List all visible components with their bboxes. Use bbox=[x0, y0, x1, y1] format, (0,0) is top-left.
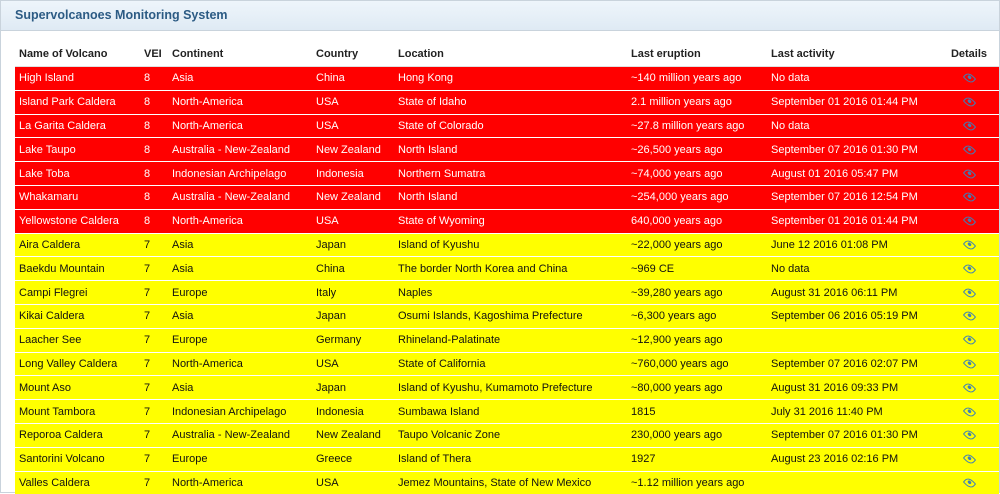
cell-last-eruption: ~74,000 years ago bbox=[627, 162, 767, 186]
cell-vei: 8 bbox=[140, 90, 168, 114]
cell-last-eruption: ~969 CE bbox=[627, 257, 767, 281]
cell-location: Sumbawa Island bbox=[394, 400, 627, 424]
cell-name: Santorini Volcano bbox=[15, 447, 140, 471]
cell-name: Yellowstone Caldera bbox=[15, 209, 140, 233]
col-header-last-activity[interactable]: Last activity bbox=[767, 41, 939, 67]
cell-location: Island of Kyushu, Kumamoto Prefecture bbox=[394, 376, 627, 400]
cell-continent: North-America bbox=[168, 471, 312, 494]
cell-country: USA bbox=[312, 209, 394, 233]
details-cell bbox=[939, 447, 999, 471]
cell-last-activity: No data bbox=[767, 114, 939, 138]
cell-continent: Australia - New-Zealand bbox=[168, 185, 312, 209]
details-cell bbox=[939, 423, 999, 447]
cell-last-activity: September 01 2016 01:44 PM bbox=[767, 90, 939, 114]
cell-last-activity: No data bbox=[767, 257, 939, 281]
cell-last-eruption: ~254,000 years ago bbox=[627, 185, 767, 209]
cell-last-activity bbox=[767, 471, 939, 494]
details-cell bbox=[939, 304, 999, 328]
table-row bbox=[15, 304, 999, 328]
details-cell bbox=[939, 162, 999, 186]
cell-vei: 8 bbox=[140, 209, 168, 233]
cell-location: North Island bbox=[394, 138, 627, 162]
cell-location: The border North Korea and China bbox=[394, 257, 627, 281]
eye-icon[interactable] bbox=[962, 191, 975, 204]
cell-location: Osumi Islands, Kagoshima Prefecture bbox=[394, 304, 627, 328]
cell-country: Greece bbox=[312, 447, 394, 471]
details-cell bbox=[939, 281, 999, 305]
cell-country: Japan bbox=[312, 233, 394, 257]
cell-vei: 8 bbox=[140, 114, 168, 138]
page-title: Supervolcanoes Monitoring System bbox=[1, 1, 999, 31]
details-cell bbox=[939, 376, 999, 400]
eye-icon[interactable] bbox=[962, 310, 975, 323]
cell-name: Mount Aso bbox=[15, 376, 140, 400]
cell-last-activity: August 23 2016 02:16 PM bbox=[767, 447, 939, 471]
cell-continent: North-America bbox=[168, 114, 312, 138]
table-header-row bbox=[15, 41, 999, 67]
table-row bbox=[15, 281, 999, 305]
cell-name: Reporoa Caldera bbox=[15, 423, 140, 447]
cell-name: Whakamaru bbox=[15, 185, 140, 209]
table-row bbox=[15, 209, 999, 233]
col-header-name[interactable]: Name of Volcano bbox=[15, 41, 140, 67]
cell-last-eruption: ~22,000 years ago bbox=[627, 233, 767, 257]
cell-name: Aira Caldera bbox=[15, 233, 140, 257]
col-header-country[interactable]: Country bbox=[312, 41, 394, 67]
eye-icon[interactable] bbox=[962, 262, 975, 275]
details-cell bbox=[939, 233, 999, 257]
cell-country: Italy bbox=[312, 281, 394, 305]
details-cell bbox=[939, 67, 999, 91]
cell-last-eruption: 1927 bbox=[627, 447, 767, 471]
cell-last-activity: June 12 2016 01:08 PM bbox=[767, 233, 939, 257]
cell-last-activity: September 01 2016 01:44 PM bbox=[767, 209, 939, 233]
cell-vei: 8 bbox=[140, 67, 168, 91]
eye-icon[interactable] bbox=[962, 334, 975, 347]
cell-location: Hong Kong bbox=[394, 67, 627, 91]
table-row bbox=[15, 423, 999, 447]
cell-country: China bbox=[312, 67, 394, 91]
details-cell bbox=[939, 400, 999, 424]
cell-location: State of Idaho bbox=[394, 90, 627, 114]
cell-continent: Asia bbox=[168, 257, 312, 281]
table-row bbox=[15, 376, 999, 400]
details-cell bbox=[939, 257, 999, 281]
cell-country: USA bbox=[312, 352, 394, 376]
cell-location: State of Wyoming bbox=[394, 209, 627, 233]
cell-last-eruption: 640,000 years ago bbox=[627, 209, 767, 233]
cell-continent: Australia - New-Zealand bbox=[168, 423, 312, 447]
cell-country: Germany bbox=[312, 328, 394, 352]
cell-last-eruption: ~6,300 years ago bbox=[627, 304, 767, 328]
details-cell bbox=[939, 328, 999, 352]
cell-country: Indonesia bbox=[312, 400, 394, 424]
table-row bbox=[15, 471, 999, 494]
cell-name: High Island bbox=[15, 67, 140, 91]
table-row bbox=[15, 162, 999, 186]
cell-last-eruption: ~39,280 years ago bbox=[627, 281, 767, 305]
cell-country: China bbox=[312, 257, 394, 281]
cell-continent: North-America bbox=[168, 90, 312, 114]
cell-name: Kikai Caldera bbox=[15, 304, 140, 328]
cell-last-activity bbox=[767, 328, 939, 352]
cell-last-eruption: ~1.12 million years ago bbox=[627, 471, 767, 494]
cell-continent: Asia bbox=[168, 376, 312, 400]
table-row bbox=[15, 233, 999, 257]
details-cell bbox=[939, 209, 999, 233]
eye-icon[interactable] bbox=[962, 476, 975, 489]
cell-vei: 7 bbox=[140, 400, 168, 424]
cell-name: Baekdu Mountain bbox=[15, 257, 140, 281]
eye-icon[interactable] bbox=[962, 215, 975, 228]
cell-last-eruption: ~80,000 years ago bbox=[627, 376, 767, 400]
cell-vei: 7 bbox=[140, 352, 168, 376]
cell-last-eruption: 230,000 years ago bbox=[627, 423, 767, 447]
cell-continent: Europe bbox=[168, 328, 312, 352]
cell-country: USA bbox=[312, 114, 394, 138]
cell-name: Valles Caldera bbox=[15, 471, 140, 494]
cell-name: Island Park Caldera bbox=[15, 90, 140, 114]
cell-vei: 7 bbox=[140, 257, 168, 281]
col-header-last-eruption[interactable]: Last eruption bbox=[627, 41, 767, 67]
details-cell bbox=[939, 138, 999, 162]
col-header-vei[interactable]: VEI bbox=[140, 41, 168, 67]
cell-last-eruption: ~140 million years ago bbox=[627, 67, 767, 91]
eye-icon[interactable] bbox=[962, 357, 975, 370]
cell-country: Indonesia bbox=[312, 162, 394, 186]
col-header-details: Details bbox=[939, 41, 999, 67]
cell-country: Japan bbox=[312, 376, 394, 400]
cell-last-activity: September 07 2016 12:54 PM bbox=[767, 185, 939, 209]
cell-continent: Asia bbox=[168, 67, 312, 91]
cell-country: New Zealand bbox=[312, 138, 394, 162]
cell-continent: North-America bbox=[168, 352, 312, 376]
cell-continent: Europe bbox=[168, 281, 312, 305]
table-row bbox=[15, 447, 999, 471]
cell-country: Japan bbox=[312, 304, 394, 328]
table-row bbox=[15, 138, 999, 162]
table-row bbox=[15, 257, 999, 281]
table-row bbox=[15, 328, 999, 352]
cell-location: Northern Sumatra bbox=[394, 162, 627, 186]
cell-last-activity: September 07 2016 02:07 PM bbox=[767, 352, 939, 376]
cell-name: La Garita Caldera bbox=[15, 114, 140, 138]
table-row bbox=[15, 352, 999, 376]
cell-continent: North-America bbox=[168, 209, 312, 233]
cell-location: Naples bbox=[394, 281, 627, 305]
cell-last-eruption: 1815 bbox=[627, 400, 767, 424]
cell-continent: Europe bbox=[168, 447, 312, 471]
table-row bbox=[15, 90, 999, 114]
cell-last-eruption: ~12,900 years ago bbox=[627, 328, 767, 352]
cell-last-eruption: ~760,000 years ago bbox=[627, 352, 767, 376]
cell-name: Mount Tambora bbox=[15, 400, 140, 424]
eye-icon[interactable] bbox=[962, 286, 975, 299]
details-cell bbox=[939, 352, 999, 376]
eye-icon[interactable] bbox=[962, 381, 975, 394]
cell-last-activity: No data bbox=[767, 67, 939, 91]
table-row bbox=[15, 114, 999, 138]
eye-icon[interactable] bbox=[962, 238, 975, 251]
cell-last-activity: September 07 2016 01:30 PM bbox=[767, 423, 939, 447]
cell-name: Laacher See bbox=[15, 328, 140, 352]
eye-icon[interactable] bbox=[962, 453, 975, 466]
cell-last-activity: September 06 2016 05:19 PM bbox=[767, 304, 939, 328]
cell-last-activity: August 31 2016 09:33 PM bbox=[767, 376, 939, 400]
table-body bbox=[15, 67, 999, 494]
cell-location: North Island bbox=[394, 185, 627, 209]
cell-vei: 7 bbox=[140, 447, 168, 471]
cell-vei: 7 bbox=[140, 304, 168, 328]
cell-location: Island of Thera bbox=[394, 447, 627, 471]
col-header-location[interactable]: Location bbox=[394, 41, 627, 67]
cell-location: Jemez Mountains, State of New Mexico bbox=[394, 471, 627, 494]
details-cell bbox=[939, 90, 999, 114]
eye-icon[interactable] bbox=[962, 119, 975, 132]
cell-vei: 8 bbox=[140, 185, 168, 209]
cell-location: State of Colorado bbox=[394, 114, 627, 138]
cell-last-eruption: ~27.8 million years ago bbox=[627, 114, 767, 138]
cell-country: New Zealand bbox=[312, 185, 394, 209]
cell-vei: 7 bbox=[140, 376, 168, 400]
cell-last-activity: August 31 2016 06:11 PM bbox=[767, 281, 939, 305]
cell-continent: Indonesian Archipelago bbox=[168, 162, 312, 186]
eye-icon[interactable] bbox=[962, 143, 975, 156]
volcano-table bbox=[15, 41, 999, 494]
eye-icon[interactable] bbox=[962, 96, 975, 109]
cell-location: State of California bbox=[394, 352, 627, 376]
eye-icon[interactable] bbox=[962, 429, 975, 442]
cell-country: New Zealand bbox=[312, 423, 394, 447]
cell-name: Lake Toba bbox=[15, 162, 140, 186]
table-row bbox=[15, 400, 999, 424]
cell-name: Long Valley Caldera bbox=[15, 352, 140, 376]
cell-continent: Asia bbox=[168, 233, 312, 257]
cell-vei: 7 bbox=[140, 281, 168, 305]
cell-vei: 7 bbox=[140, 471, 168, 494]
cell-last-activity: July 31 2016 11:40 PM bbox=[767, 400, 939, 424]
cell-vei: 7 bbox=[140, 233, 168, 257]
cell-last-activity: September 07 2016 01:30 PM bbox=[767, 138, 939, 162]
eye-icon[interactable] bbox=[962, 72, 975, 85]
cell-last-activity: August 01 2016 05:47 PM bbox=[767, 162, 939, 186]
cell-location: Island of Kyushu bbox=[394, 233, 627, 257]
cell-vei: 7 bbox=[140, 423, 168, 447]
cell-continent: Asia bbox=[168, 304, 312, 328]
table-row bbox=[15, 67, 999, 91]
cell-vei: 8 bbox=[140, 162, 168, 186]
table-row bbox=[15, 185, 999, 209]
cell-continent: Australia - New-Zealand bbox=[168, 138, 312, 162]
cell-continent: Indonesian Archipelago bbox=[168, 400, 312, 424]
cell-location: Taupo Volcanic Zone bbox=[394, 423, 627, 447]
cell-name: Lake Taupo bbox=[15, 138, 140, 162]
details-cell bbox=[939, 114, 999, 138]
eye-icon[interactable] bbox=[962, 167, 975, 180]
cell-vei: 8 bbox=[140, 138, 168, 162]
cell-name: Campi Flegrei bbox=[15, 281, 140, 305]
cell-location: Rhineland-Palatinate bbox=[394, 328, 627, 352]
eye-icon[interactable] bbox=[962, 405, 975, 418]
details-cell bbox=[939, 185, 999, 209]
col-header-continent[interactable]: Continent bbox=[168, 41, 312, 67]
cell-country: USA bbox=[312, 471, 394, 494]
details-cell bbox=[939, 471, 999, 494]
cell-last-eruption: ~26,500 years ago bbox=[627, 138, 767, 162]
cell-country: USA bbox=[312, 90, 394, 114]
cell-vei: 7 bbox=[140, 328, 168, 352]
cell-last-eruption: 2.1 million years ago bbox=[627, 90, 767, 114]
